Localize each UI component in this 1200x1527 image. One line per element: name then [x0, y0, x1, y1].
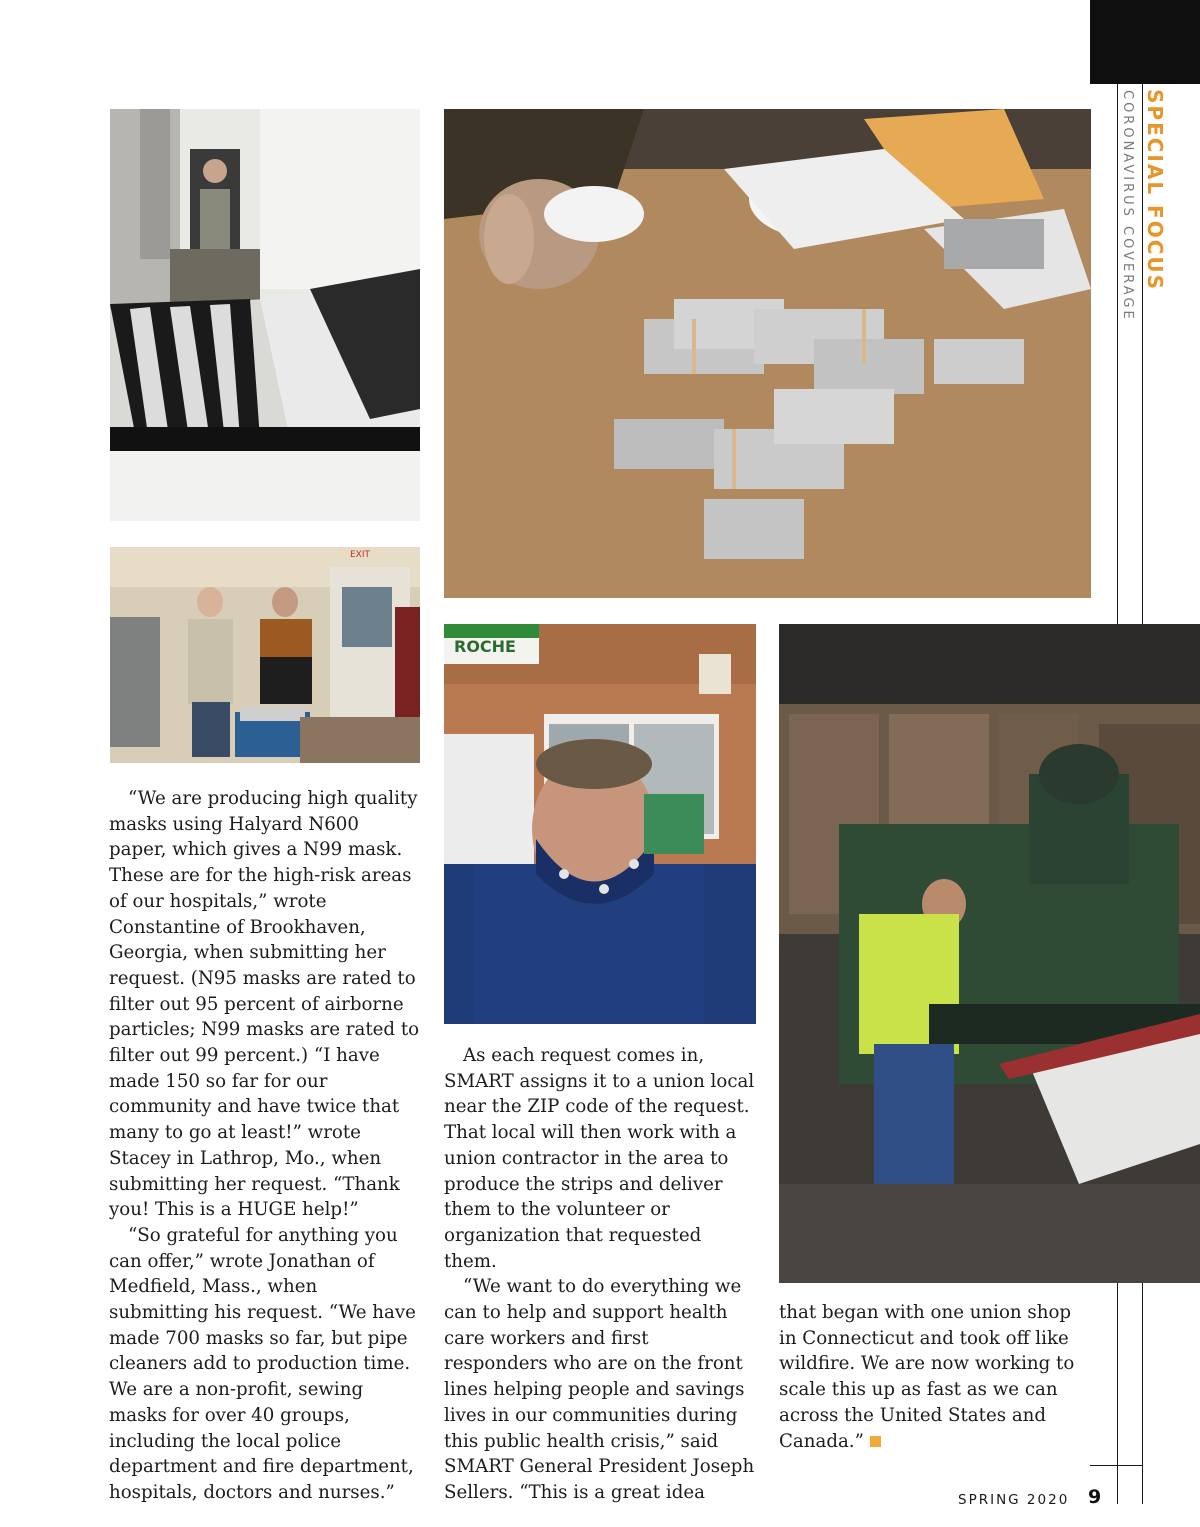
exit-sign-text: EXIT: [350, 550, 371, 560]
footer-issue: SPRING 2020: [958, 1492, 1070, 1508]
text-column-left: [109, 786, 420, 1506]
paragraph: [779, 1300, 1090, 1454]
section-tab: [1090, 0, 1200, 84]
footer-rule: [1090, 1465, 1143, 1466]
paragraph: “So grateful for anything you can offer,” wrote Jonathan of Medfield, Mass., when submitting his request. “We have made 700 masks so far, but pipe cleaners add to production time. We are a non-profit, sewing masks for over 40 groups, including the local police department and fire department, hospitals, doctors and nurses.”: [109, 1224, 416, 1503]
section-subtitle: CORONAVIRUS COVERAGE: [1120, 90, 1135, 322]
paragraph: “We are producing high quality masks using Halyard N600 paper, which gives a N99 mask. These are for the high-risk areas of our hospitals,” wrote Constantine of Brookhaven, Georgia, when submitting her request. (N95 masks are rated to filter out 95 percent of airborne particles; N99 masks are rated to filter out 99 percent.) “I have made 150 so far for our community and have twice that many to go at least!” wrote Stacey in Lathrop, Mo., when submitting her request. “Thank you! This is a HUGE help!”: [109, 788, 420, 1221]
photo-laser-cutter: [110, 109, 420, 521]
photo-masked-man-office: [444, 624, 756, 1024]
paragraph-text: that began with one union shop in Connecticut and took off like wildfire. We are now working to scale this up as fast as we can across the United States and Canada.”: [779, 1302, 1075, 1452]
photo-shear-machine-worker: [779, 624, 1200, 1283]
poster-text: ROCHE: [454, 637, 516, 656]
photo-shop-workers: [110, 547, 420, 763]
photo-metal-strip-bundles: [444, 109, 1091, 598]
paragraph: As each request comes in, SMART assigns it to a union local near the ZIP code of the request. That local will then work with a union contractor in the area to produce the strips and deliver them to the volunteer or organization that requested them.: [444, 1045, 755, 1272]
end-mark-icon: [870, 1436, 881, 1447]
paragraph: “We want to do everything we can to help and support health care workers and first responders who are on the front lines helping people and savings lives in our communities during this public health crisis,” said SMART General President Joseph Sellers. “This is a great idea: [444, 1276, 755, 1503]
text-column-right: [779, 1300, 1090, 1454]
page-number: 9: [1088, 1486, 1102, 1508]
text-column-middle: [444, 1043, 755, 1506]
section-title: SPECIAL FOCUS: [1143, 89, 1167, 292]
